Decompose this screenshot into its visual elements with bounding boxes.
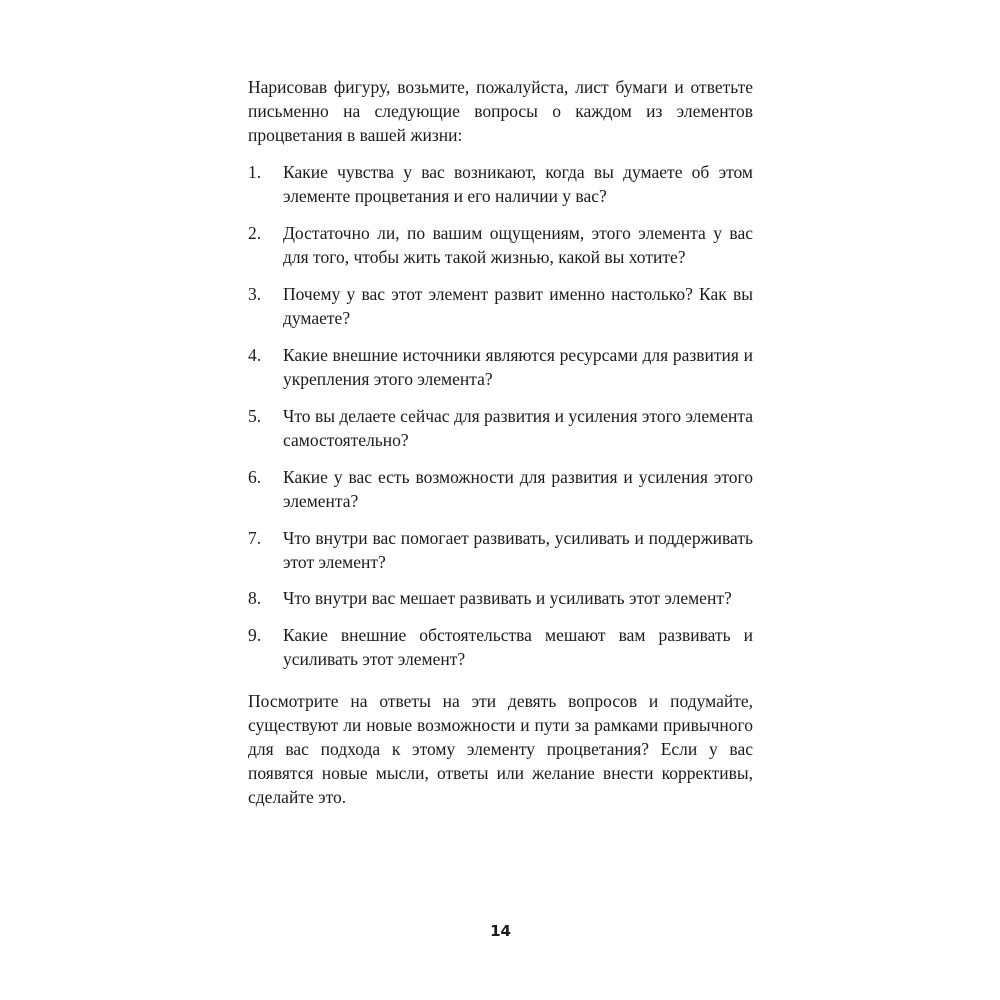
question-number: 3. [248,283,262,304]
questions-list [248,161,753,672]
page-number: 14 [490,922,511,940]
page-content [248,76,753,810]
question-text: Какие внешние источники являются ресурсами для развития и укрепления этого элемента? [283,344,753,389]
question-number: 2. [248,222,262,243]
list-item [248,624,753,672]
list-item [248,344,753,392]
question-number: 6. [248,466,262,487]
list-item [248,161,753,209]
question-number: 9. [248,625,262,646]
question-number: 1. [248,161,262,182]
question-number: 4. [248,344,262,365]
list-item [248,283,753,331]
list-item [248,527,753,575]
question-text: Почему у вас этот элемент развит именно настолько? Как вы думаете? [283,283,753,328]
question-text: Какие чувства у вас возникают, когда вы думаете об этом элементе процветания и его наличии у вас? [283,161,753,206]
list-item [248,405,753,453]
intro-paragraph: Нарисовав фигуру, возьмите, пожалуйста, лист бумаги и ответьте письменно на следующие вопросы о каждом из элементов процветания в вашей жизни: [248,77,753,145]
outro-paragraph: Посмотрите на ответы на эти девять вопросов и подумайте, существуют ли новые возможности и пути за рамками привычного для вас подхода к этому элементу процветания? Если у вас появятся новые мысли, ответы или желание внести коррективы, сделайте это. [248,691,753,808]
question-text: Что внутри вас мешает развивать и усиливать этот элемент? [283,588,732,609]
question-text: Достаточно ли, по вашим ощущениям, этого элемента у вас для того, чтобы жить такой жизнью, какой вы хотите? [283,222,753,267]
question-text: Что внутри вас помогает развивать, усиливать и поддерживать этот элемент? [283,527,753,572]
question-text: Какие внешние обстоятельства мешают вам развивать и усиливать этот элемент? [283,625,753,670]
question-text: Что вы делаете сейчас для развития и усиления этого элемента самостоятельно? [283,405,753,450]
list-item [248,222,753,270]
list-item [248,587,753,611]
list-item [248,466,753,514]
question-text: Какие у вас есть возможности для развития и усиления этого элемента? [283,466,753,511]
question-number: 5. [248,405,262,426]
question-number: 8. [248,588,262,609]
question-number: 7. [248,527,262,548]
